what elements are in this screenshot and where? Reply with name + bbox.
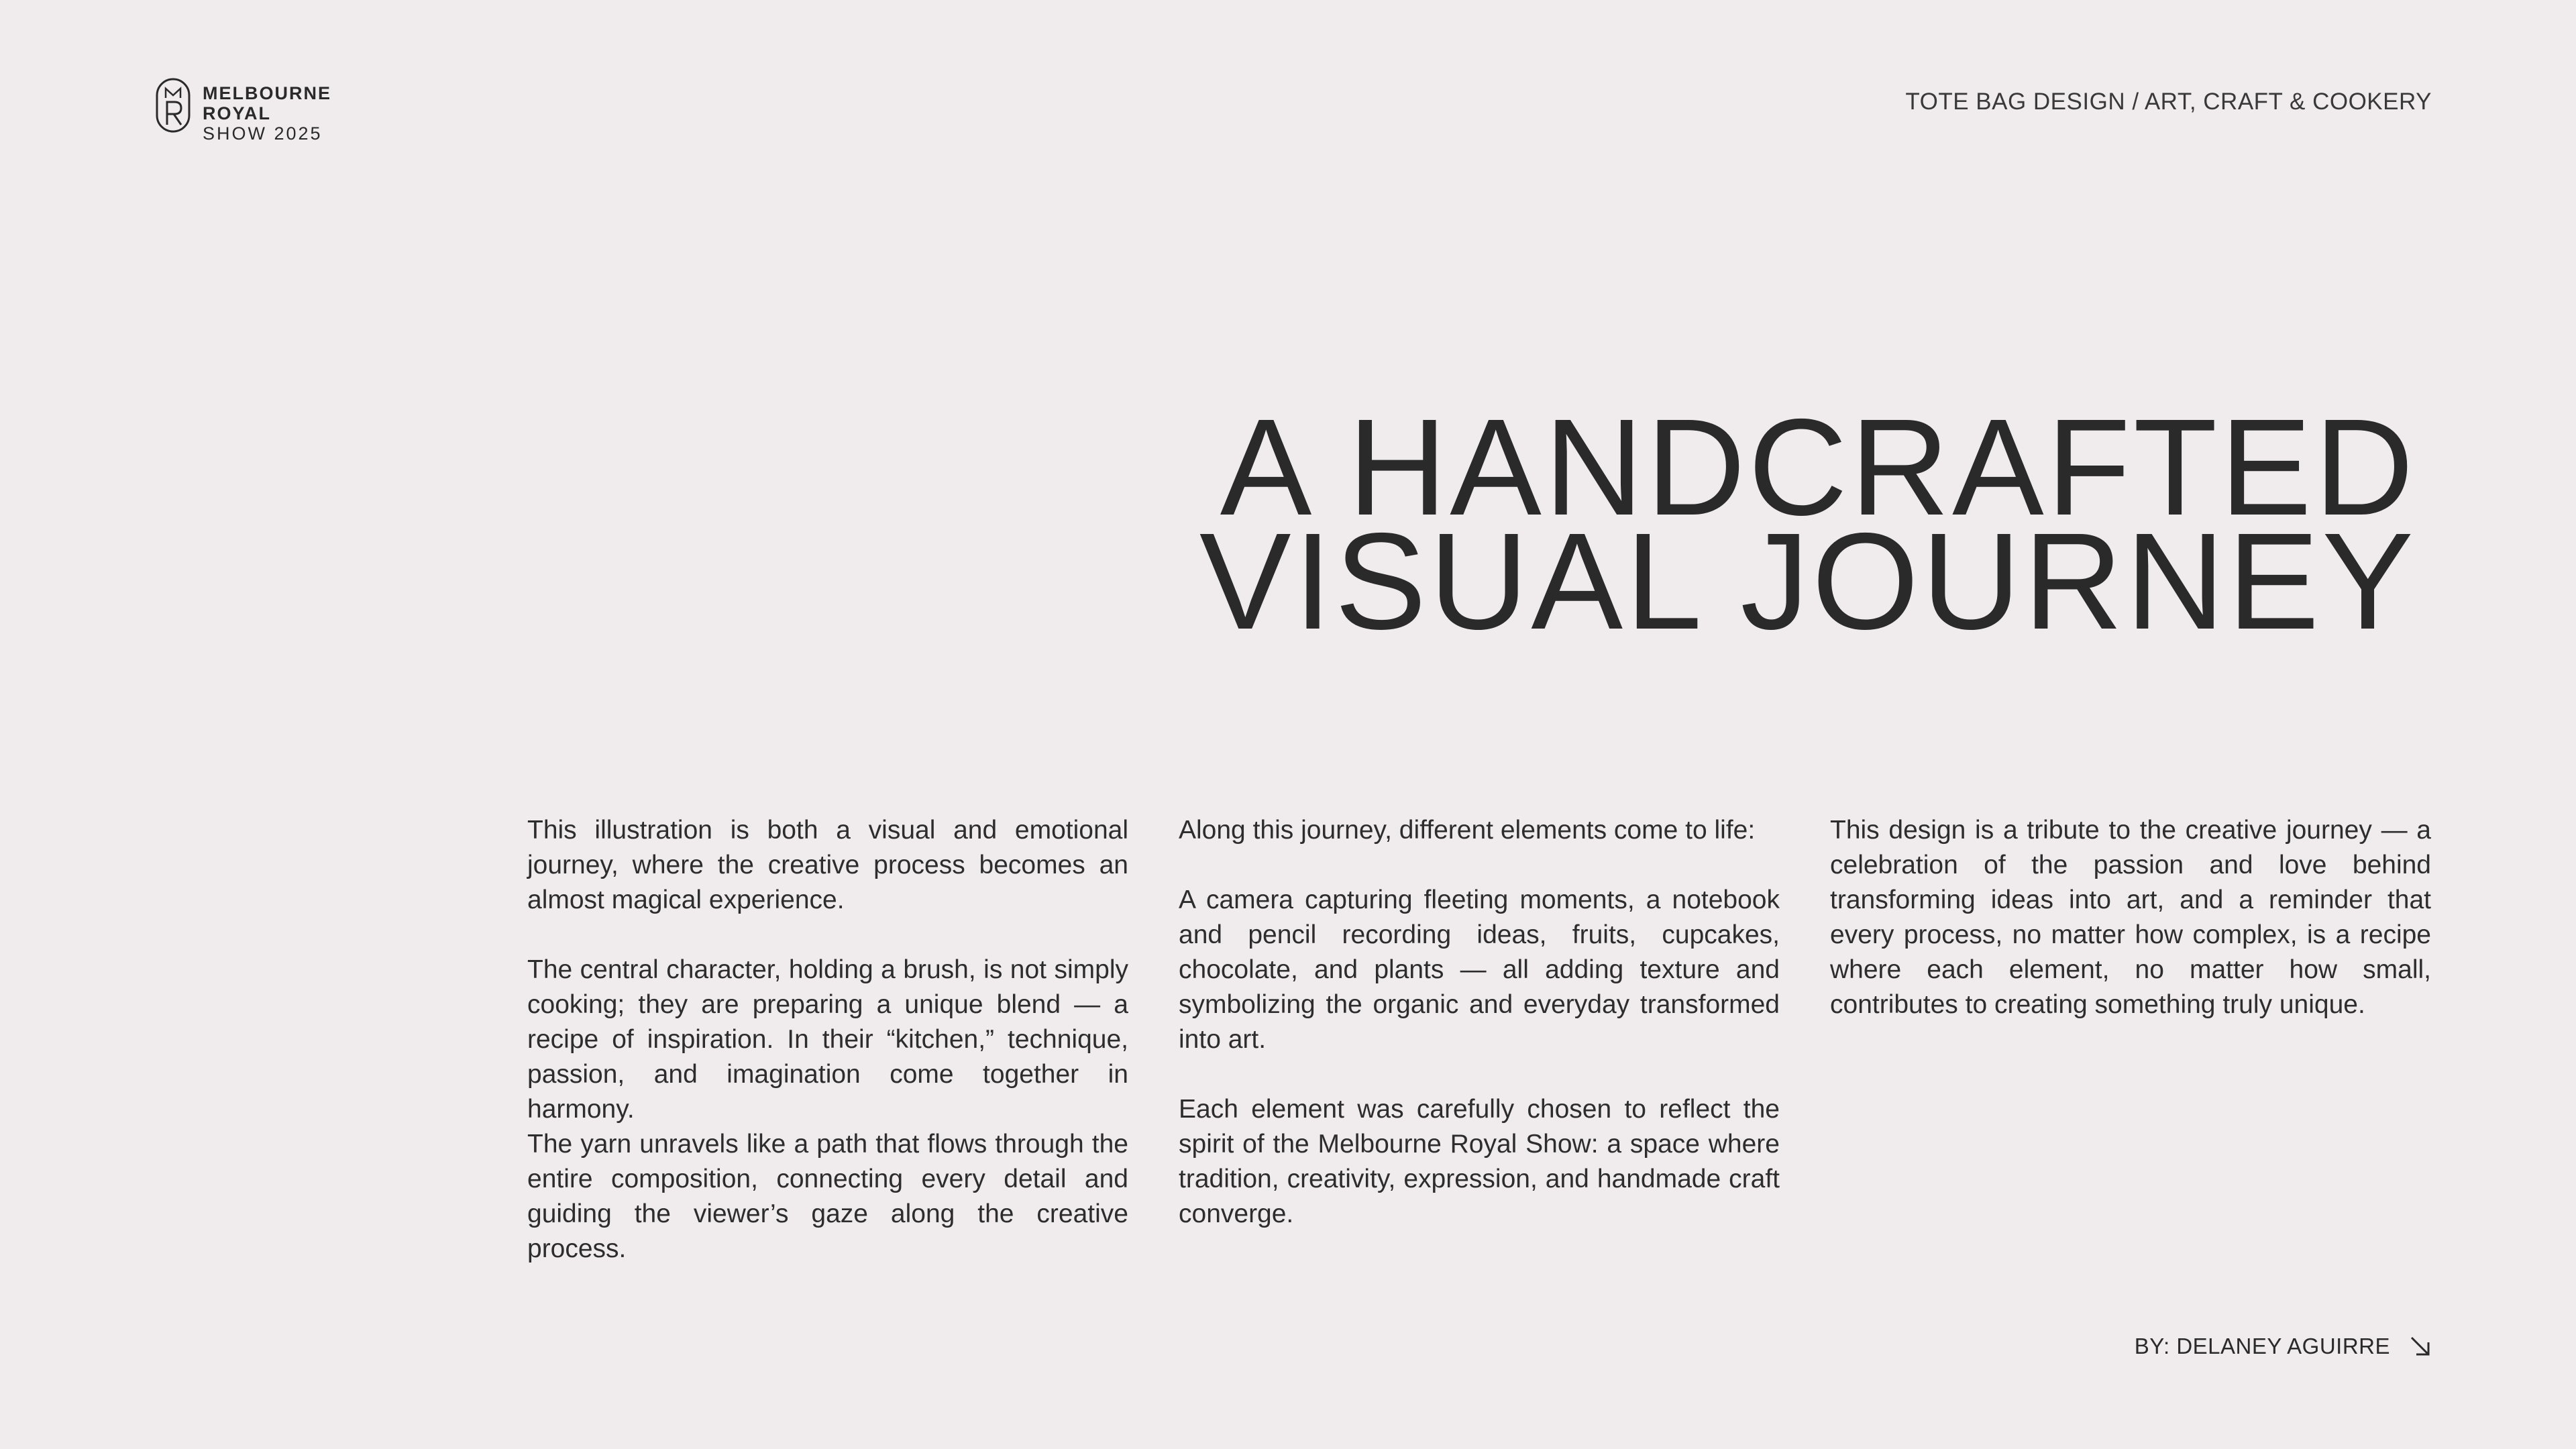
paragraph: The yarn unravels like a path that flows through the entire composition, connecting every detail and guiding the viewer’s gaze along the creative process. (527, 1130, 1128, 1263)
body-column-2 (1179, 813, 1780, 1232)
author-name: BY: DELANEY AGUIRRE (2134, 1334, 2390, 1358)
author-credit (2135, 1334, 2432, 1359)
page-title (1199, 390, 2416, 658)
paragraph: The central character, holding a brush, is not simply cooking; they are preparing a unique blend — a recipe of inspiration. In their “kitchen,” technique, passion, and imagination come together in harmony. (527, 955, 1128, 1124)
melbourne-royal-show-logo (156, 78, 331, 144)
body-column-1 (527, 813, 1128, 1267)
section-breadcrumb: TOTE BAG DESIGN / ART, CRAFT & COOKERY (1905, 89, 2432, 115)
body-column-3 (1830, 813, 2431, 1022)
paragraph: This illustration is both a visual and emotional journey, where the creative process becomes an almost magical experience. (527, 816, 1128, 914)
paragraph: A camera capturing fleeting moments, a notebook and pencil recording ideas, fruits, cupcakes, chocolate, and plants — all adding texture and symbolizing the organic and everyday transformed into art. (1179, 885, 1780, 1054)
paragraph: Each element was carefully chosen to reflect the spirit of the Melbourne Royal Show: a space where tradition, creativity, expression, and handmade craft converge. (1179, 1095, 1780, 1228)
logo-line-melbourne: MELBOURNE (203, 83, 331, 103)
paragraph: This design is a tribute to the creative journey — a celebration of the passion and love behind transforming ideas into art, and a reminder that every process, no matter how complex, is a recipe where each element, no matter how small, contributes to creating something truly unique. (1830, 816, 2431, 1019)
title-line-2: VISUAL JOURNEY (1199, 504, 2416, 658)
logo-line-show-year: SHOW 2025 (203, 123, 323, 144)
paragraph: Along this journey, different elements come to life: (1179, 816, 1756, 845)
arrow-down-right-icon (2409, 1335, 2432, 1358)
mr-monogram-icon (156, 78, 191, 133)
title-line-1: A HANDCRAFTED (1220, 390, 2416, 544)
logo-line-royal: ROYAL (203, 103, 272, 123)
logo-wordmark (203, 83, 331, 144)
